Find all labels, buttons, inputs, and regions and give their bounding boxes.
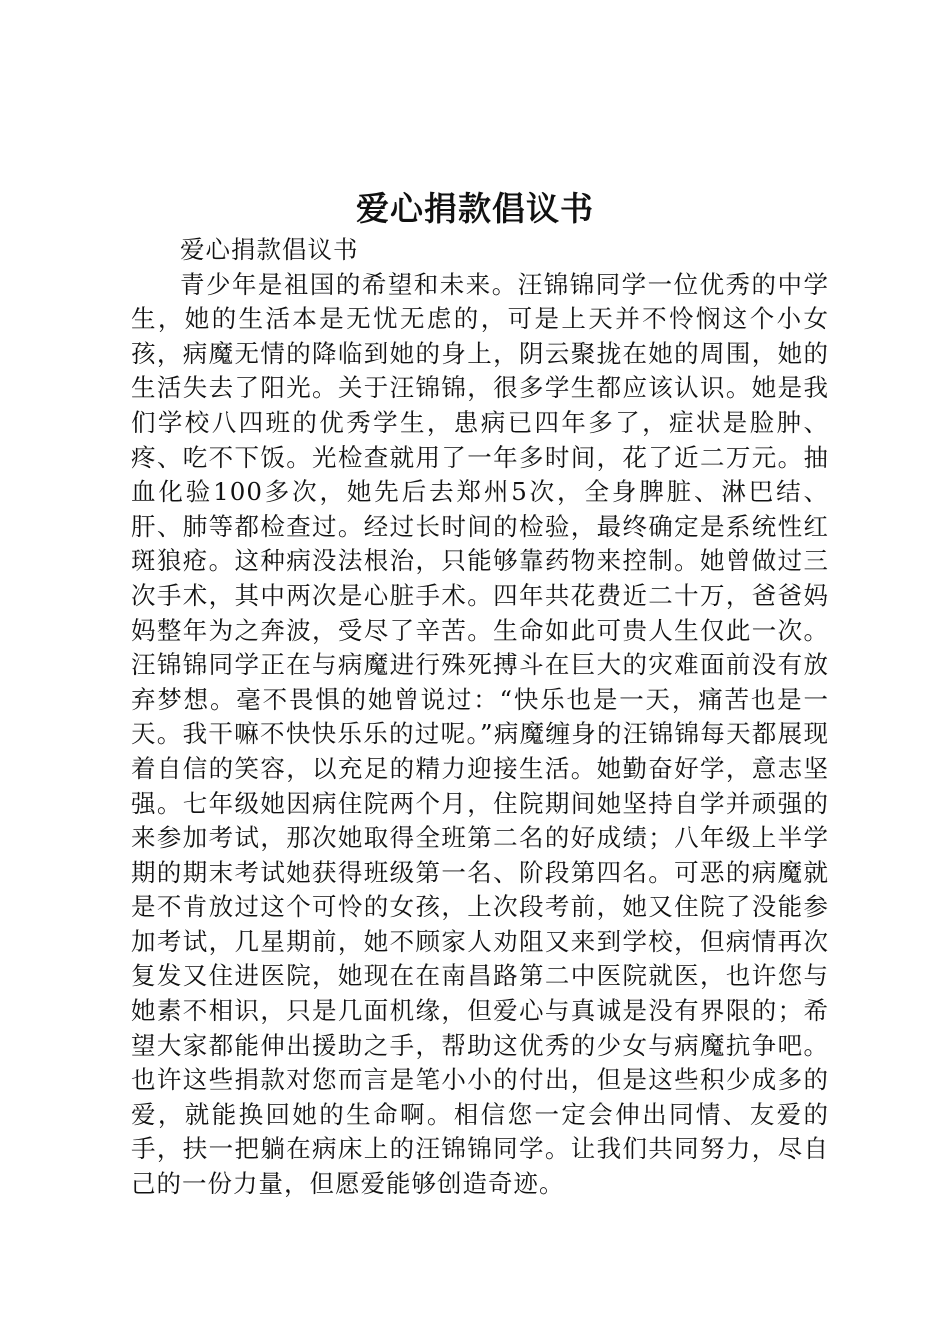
document-body	[131, 233, 829, 1202]
document-title: 爱心捐款倡议书	[356, 189, 594, 228]
document-subtitle: 爱心捐款倡议书	[180, 235, 359, 264]
document-paragraph: 青少年是祖国的希望和未来。汪锦锦同学一位优秀的中学生，她的生活本是无忧无虑的，可是上天并不怜悯这个小女孩，病魔无情的降临到她的身上，阴云聚拢在她的周围，她的生活失去了阳光。关于汪锦锦，很多学生都应该认识。她是我们学校八四班的优秀学生，患病已四年多了，症状是脸肿、疼、吃不下饭。光检查就用了一年多时间，花了近二万元。抽血化验100多次，她先后去郑州5次，全身脾脏、淋巴结、肝、肺等都检查过。经过长时间的检验，最终确定是系统性红斑狼疮。这种病没法根治，只能够靠药物来控制。她曾做过三次手术，其中两次是心脏手术。四年共花费近二十万，爸爸妈妈整年为之奔波，受尽了辛苦。生命如此可贵人生仅此一次。汪锦锦同学正在与病魔进行殊死搏斗在巨大的灾难面前没有放弃梦想。毫不畏惧的她曾说过：“快乐也是一天，痛苦也是一天。我干嘛不快快乐乐的过呢。”病魔缠身的汪锦锦每天都展现着自信的笑容，以充足的精力迎接生活。她勤奋好学，意志坚强。七年级她因病住院两个月，住院期间她坚持自学并顽强的来参加考试，那次她取得全班第二名的好成绩；八年级上半学期的期末考试她获得班级第一名、阶段第四名。可恶的病魔就是不肯放过这个可怜的女孩，上次段考前，她又住院了没能参加考试，几星期前，她不顾家人劝阻又来到学校，但病情再次复发又住进医院，她现在在南昌路第二中医院就医，也许您与她素不相识，只是几面机缘，但爱心与真诚是没有界限的；希望大家都能伸出援助之手，帮助这优秀的少女与病魔抗争吧。也许这些捐款对您而言是笔小小的付出，但是这些积少成多的爱，就能换回她的生命啊。相信您一定会伸出同情、友爱的手，扶一把躺在病床上的汪锦锦同学。让我们共同努力，尽自己的一份力量，但愿爱能够创造奇迹。	[131, 269, 829, 1199]
